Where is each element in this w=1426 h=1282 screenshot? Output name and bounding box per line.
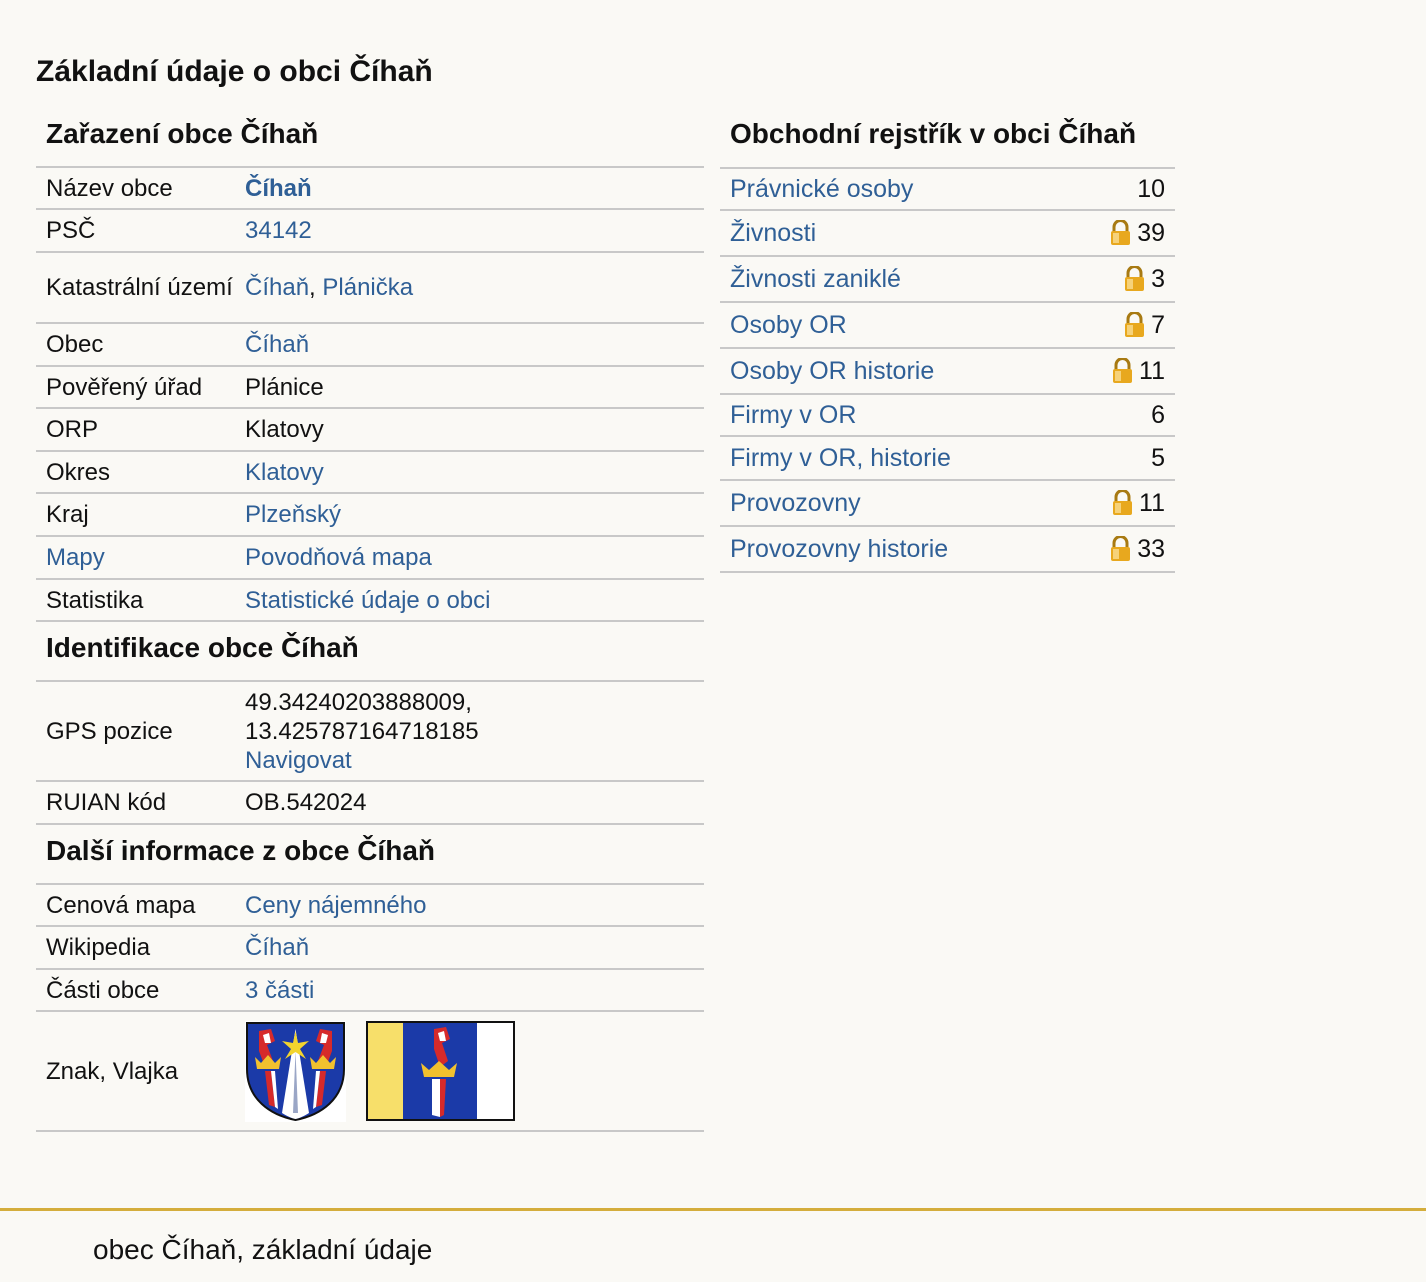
row-cenova-mapa bbox=[36, 885, 704, 927]
value-orp: Klatovy bbox=[245, 416, 324, 443]
count-firmy-v-or: 6 bbox=[1151, 400, 1165, 429]
or-row-firmy-v-or-historie bbox=[720, 437, 1175, 481]
katastr-separator: , bbox=[309, 274, 323, 301]
row-wikipedia bbox=[36, 927, 704, 970]
or-row-osoby-or-historie bbox=[720, 349, 1175, 395]
count-zivnosti: 39 bbox=[1137, 218, 1165, 247]
lock-icon bbox=[1112, 358, 1133, 384]
label-psc: PSČ bbox=[46, 217, 96, 244]
link-povodnova-mapa[interactable]: Povodňová mapa bbox=[245, 544, 432, 571]
label-casti-obce: Části obce bbox=[46, 976, 160, 1004]
row-psc bbox=[36, 210, 704, 253]
link-psc[interactable]: 34142 bbox=[245, 217, 312, 244]
link-kraj[interactable]: Plzeňský bbox=[245, 501, 342, 528]
link-okres[interactable]: Klatovy bbox=[245, 458, 324, 486]
label-wikipedia: Wikipedia bbox=[46, 934, 151, 961]
label-cenova-mapa: Cenová mapa bbox=[46, 891, 196, 919]
row-gps bbox=[36, 682, 704, 782]
row-mapy bbox=[36, 537, 704, 580]
label-okres: Okres bbox=[46, 458, 111, 486]
lock-icon bbox=[1124, 312, 1145, 338]
or-row-provozovny-historie bbox=[720, 527, 1175, 573]
label-znak-vlajka: Znak, Vlajka bbox=[46, 1057, 179, 1085]
or-row-zivnosti bbox=[720, 211, 1175, 257]
label-povereny-urad: Pověřený úřad bbox=[46, 373, 203, 401]
count-firmy-v-or-historie: 5 bbox=[1151, 443, 1165, 472]
count-provozovny-historie: 33 bbox=[1137, 534, 1165, 563]
or-row-osoby-or bbox=[720, 303, 1175, 349]
lock-icon bbox=[1110, 220, 1131, 246]
link-katastr-cihan[interactable]: Číhaň bbox=[245, 274, 310, 301]
gps-latitude: 49.34240203888009, bbox=[245, 688, 472, 716]
dalsi-title: Další informace z obce Číhaň bbox=[36, 825, 704, 885]
right-column bbox=[720, 108, 1175, 573]
label-obec: Obec bbox=[46, 331, 104, 358]
row-kraj bbox=[36, 494, 704, 537]
row-ruian bbox=[36, 782, 704, 825]
link-mapy[interactable]: Mapy bbox=[46, 544, 105, 571]
label-orp: ORP bbox=[46, 416, 99, 443]
or-row-zivnosti-zanikle bbox=[720, 257, 1175, 303]
link-zivnosti-zanikle[interactable]: Živnosti zaniklé bbox=[730, 264, 901, 293]
link-wikipedia[interactable]: Číhaň bbox=[245, 934, 310, 961]
count-osoby-or-historie: 11 bbox=[1139, 356, 1165, 385]
coat-of-arms-image[interactable] bbox=[245, 1021, 346, 1122]
link-nazev-obce[interactable]: Číhaň bbox=[245, 174, 312, 202]
link-osoby-or-historie[interactable]: Osoby OR historie bbox=[730, 356, 935, 385]
row-katastralni-uzemi bbox=[36, 253, 704, 324]
link-osoby-or[interactable]: Osoby OR bbox=[730, 310, 847, 339]
link-pravnicke-osoby[interactable]: Právnické osoby bbox=[730, 174, 914, 203]
link-firmy-v-or[interactable]: Firmy v OR bbox=[730, 400, 857, 429]
row-povereny-urad bbox=[36, 367, 704, 409]
count-zivnosti-zanikle: 3 bbox=[1151, 264, 1165, 293]
link-provozovny-historie[interactable]: Provozovny historie bbox=[730, 534, 949, 563]
link-obec[interactable]: Číhaň bbox=[245, 331, 310, 358]
row-znak-vlajka bbox=[36, 1012, 704, 1132]
label-ruian: RUIAN kód bbox=[46, 789, 167, 816]
row-statistika bbox=[36, 580, 704, 622]
footer bbox=[0, 1208, 1426, 1282]
row-nazev-obce bbox=[36, 168, 704, 210]
count-pravnicke-osoby: 10 bbox=[1137, 174, 1165, 203]
label-katastralni-uzemi: Katastrální území bbox=[46, 274, 233, 301]
lock-icon bbox=[1112, 490, 1133, 516]
or-row-provozovny bbox=[720, 481, 1175, 527]
flag-image[interactable] bbox=[366, 1021, 515, 1121]
link-provozovny[interactable]: Provozovny bbox=[730, 488, 861, 517]
row-casti-obce bbox=[36, 970, 704, 1012]
footer-text: obec Číhaň, základní údaje bbox=[93, 1234, 433, 1265]
value-povereny-urad: Plánice bbox=[245, 373, 324, 401]
link-zivnosti[interactable]: Živnosti bbox=[730, 218, 817, 247]
identifikace-title: Identifikace obce Číhaň bbox=[36, 622, 704, 682]
label-nazev-obce: Název obce bbox=[46, 174, 173, 202]
zarazeni-title: Zařazení obce Číhaň bbox=[36, 108, 704, 168]
lock-icon bbox=[1110, 536, 1131, 562]
row-okres bbox=[36, 452, 704, 494]
count-provozovny: 11 bbox=[1139, 488, 1165, 517]
obchodni-rejstrik-title: Obchodní rejstřík v obci Číhaň bbox=[720, 108, 1175, 169]
link-statistika[interactable]: Statistické údaje o obci bbox=[245, 586, 491, 614]
link-ceny-najemneho[interactable]: Ceny nájemného bbox=[245, 891, 427, 919]
or-row-firmy-v-or bbox=[720, 395, 1175, 437]
label-gps: GPS pozice bbox=[46, 717, 173, 745]
link-casti-obce[interactable]: 3 části bbox=[245, 976, 315, 1004]
label-statistika: Statistika bbox=[46, 586, 144, 614]
link-navigovat[interactable]: Navigovat bbox=[245, 746, 352, 774]
link-katastr-planicka[interactable]: Plánička bbox=[322, 274, 414, 301]
lock-icon bbox=[1124, 266, 1145, 292]
or-row-pravnicke-osoby bbox=[720, 169, 1175, 211]
row-obec bbox=[36, 324, 704, 367]
left-column bbox=[36, 108, 704, 1132]
label-kraj: Kraj bbox=[46, 501, 89, 528]
link-firmy-v-or-historie[interactable]: Firmy v OR, historie bbox=[730, 443, 951, 472]
value-ruian: OB.542024 bbox=[245, 789, 367, 816]
count-osoby-or: 7 bbox=[1151, 310, 1165, 339]
gps-longitude: 13.425787164718185 bbox=[245, 717, 479, 745]
row-orp bbox=[36, 409, 704, 452]
page-title: Základní údaje o obci Číhaň bbox=[36, 55, 433, 88]
